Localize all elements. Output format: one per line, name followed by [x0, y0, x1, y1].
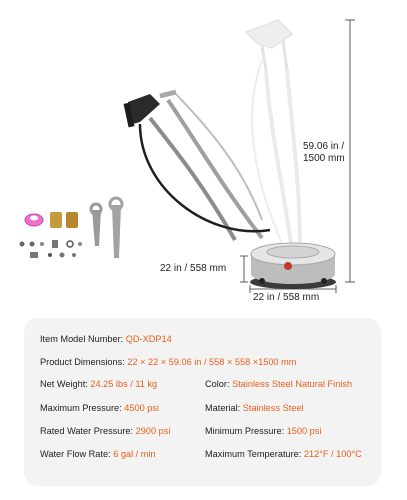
spec-value: 22 × 22 × 59.06 in / 558 × 558 ×1500 mm — [127, 357, 297, 367]
spec-label: Minimum Pressure: — [205, 426, 287, 436]
spec-label: Maximum Pressure: — [40, 403, 125, 413]
width-side-dimension-line — [240, 256, 248, 282]
spec-flow-rate — [40, 449, 156, 459]
spec-color — [205, 379, 352, 389]
spec-label: Color: — [205, 379, 233, 389]
spec-model — [40, 334, 172, 344]
spec-value: 1500 psi — [286, 426, 322, 436]
spec-value: QD-XDP14 — [125, 334, 172, 344]
width-bottom-dimension-label: 22 in / 558 mm — [253, 292, 320, 303]
spec-label: Product Dimensions: — [40, 357, 128, 367]
height-dimension-label — [303, 141, 363, 165]
height-label-line2: 1500 mm — [303, 153, 345, 164]
main-handle — [124, 92, 270, 240]
spec-value: 24.25 lbs / 11 kg — [90, 379, 158, 389]
spec-label: Net Weight: — [40, 379, 91, 389]
surface-cleaner-base — [250, 243, 336, 289]
spec-value: 4500 psi — [124, 403, 159, 413]
spec-label: Material: — [205, 403, 243, 413]
spec-label: Maximum Temperature: — [205, 449, 304, 459]
width-side-dimension-label: 22 in / 558 mm — [160, 263, 227, 274]
spec-value: Stainless Steel Natural Finish — [232, 379, 353, 389]
spec-max-pressure — [40, 403, 159, 413]
ghost-upright-handle — [246, 20, 300, 250]
accessories — [20, 198, 123, 258]
spec-label: Water Flow Rate: — [40, 449, 114, 459]
spec-value: Stainless Steel — [242, 403, 304, 413]
spec-min-pressure — [205, 426, 321, 436]
spec-rated-pressure — [40, 426, 170, 436]
spec-value: 6 gal / min — [113, 449, 156, 459]
spec-max-temperature — [205, 449, 362, 459]
spec-label: Item Model Number: — [40, 334, 126, 344]
spec-value: 212°F / 100°C — [303, 449, 362, 459]
height-label-line1: 59.06 in / — [303, 141, 345, 152]
spec-value: 2900 psi — [135, 426, 171, 436]
spec-weight — [40, 379, 157, 389]
spec-material — [205, 403, 304, 413]
spec-label: Rated Water Pressure: — [40, 426, 136, 436]
spec-panel — [24, 318, 381, 486]
spec-dimensions — [40, 357, 296, 367]
